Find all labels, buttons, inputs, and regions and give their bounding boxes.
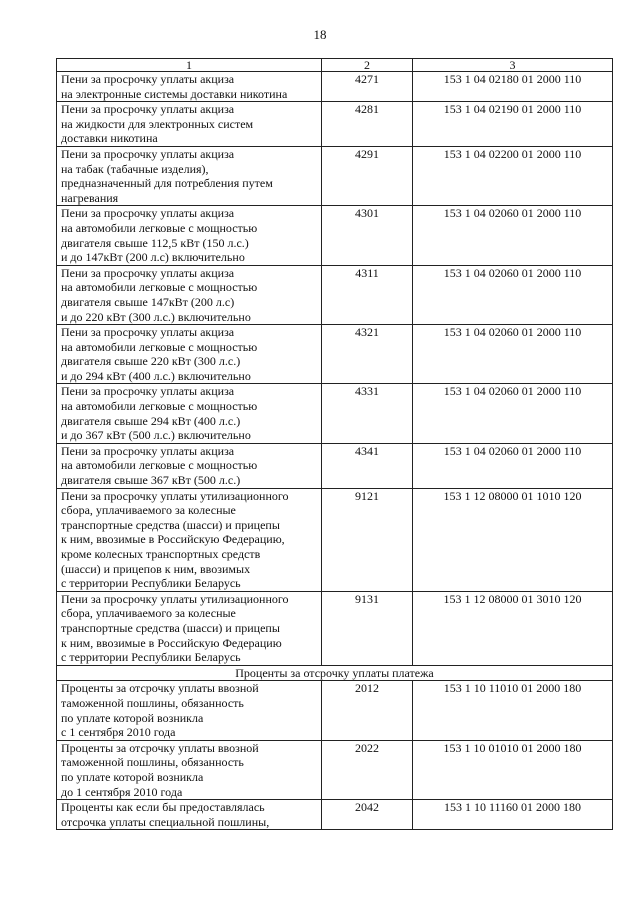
- table-row: [57, 443, 613, 488]
- payment-description: [57, 102, 322, 147]
- description-line: таможенной пошлины, обязанность: [61, 755, 244, 770]
- column-header: 1: [57, 59, 322, 72]
- description-line: по уплате которой возникла: [61, 769, 204, 784]
- section-title: Проценты за отсрочку уплаты платежа: [57, 665, 613, 681]
- budget-classification-code: 153 1 04 02060 01 2000 110: [413, 384, 613, 443]
- table-header-row: [57, 59, 613, 72]
- description-line: Проценты как если бы предоставлялась: [61, 800, 265, 815]
- table-row: [57, 740, 613, 799]
- payment-code: 4341: [322, 443, 413, 488]
- column-header: 2: [322, 59, 413, 72]
- description-line: и до 294 кВт (400 л.с.) включительно: [61, 368, 251, 383]
- budget-classification-code: 153 1 04 02190 01 2000 110: [413, 102, 613, 147]
- payment-code: 9121: [322, 488, 413, 591]
- description-line: по уплате которой возникла: [61, 710, 204, 725]
- description-line: отсрочка уплаты специальной пошлины,: [61, 814, 270, 829]
- description-line: транспортные средства (шасси) и прицепы: [61, 517, 280, 532]
- description-line: на автомобили легковые с мощностью: [61, 280, 258, 295]
- payment-code: 4331: [322, 384, 413, 443]
- payment-code: 4271: [322, 72, 413, 102]
- description-line: Пени за просрочку уплаты акциза: [61, 102, 235, 117]
- payment-description: [57, 384, 322, 443]
- description-line: на электронные системы доставки никотина: [61, 86, 288, 101]
- description-line: Пени за просрочку уплаты акциза: [61, 265, 235, 280]
- payment-description: [57, 325, 322, 384]
- description-line: и до 147кВт (200 л.с) включительно: [61, 250, 245, 265]
- payment-description: [57, 265, 322, 324]
- description-line: двигателя свыше 367 кВт (500 л.с.): [61, 473, 241, 488]
- description-line: Пени за просрочку уплаты утилизационного: [61, 488, 289, 503]
- payment-code: 4321: [322, 325, 413, 384]
- table-row: [57, 72, 613, 102]
- payment-description: [57, 488, 322, 591]
- table-row: [57, 265, 613, 324]
- table-row: [57, 384, 613, 443]
- description-line: на автомобили легковые с мощностью: [61, 339, 258, 354]
- description-line: Пени за просрочку уплаты акциза: [61, 443, 235, 458]
- description-line: двигателя свыше 112,5 кВт (150 л.с.): [61, 235, 249, 250]
- description-line: двигателя свыше 220 кВт (300 л.с.): [61, 354, 241, 369]
- budget-classification-code: 153 1 04 02060 01 2000 110: [413, 265, 613, 324]
- description-line: на автомобили легковые с мощностью: [61, 458, 258, 473]
- budget-classification-code: 153 1 04 02060 01 2000 110: [413, 206, 613, 265]
- description-line: с 1 сентября 2010 года: [61, 725, 176, 740]
- description-line: двигателя свыше 294 кВт (400 л.с.): [61, 413, 241, 428]
- budget-classification-code: 153 1 12 08000 01 1010 120: [413, 488, 613, 591]
- description-line: с территории Республики Беларусь: [61, 576, 241, 591]
- table-row: [57, 206, 613, 265]
- table-row: [57, 102, 613, 147]
- table-row: [57, 591, 613, 665]
- payment-code: 4311: [322, 265, 413, 324]
- budget-classification-code: 153 1 04 02060 01 2000 110: [413, 325, 613, 384]
- budget-classification-code: 153 1 04 02060 01 2000 110: [413, 443, 613, 488]
- payment-description: [57, 72, 322, 102]
- description-line: Пени за просрочку уплаты акциза: [61, 384, 235, 399]
- description-line: на автомобили легковые с мощностью: [61, 399, 258, 414]
- payment-code: 2012: [322, 681, 413, 740]
- table-row: [57, 800, 613, 830]
- payment-description: [57, 740, 322, 799]
- table-row: [57, 488, 613, 591]
- budget-classification-code: 153 1 10 11010 01 2000 180: [413, 681, 613, 740]
- description-line: на автомобили легковые с мощностью: [61, 220, 258, 235]
- page-number: 18: [313, 27, 327, 42]
- payment-code: 9131: [322, 591, 413, 665]
- column-header: 3: [413, 59, 613, 72]
- payment-code: 2022: [322, 740, 413, 799]
- description-line: кроме колесных транспортных средств: [61, 547, 261, 561]
- payment-code: 4281: [322, 102, 413, 147]
- description-line: Пени за просрочку уплаты акциза: [61, 206, 235, 221]
- payment-description: [57, 591, 322, 665]
- description-line: Пени за просрочку уплаты акциза: [61, 72, 235, 86]
- description-line: Пени за просрочку уплаты утилизационного: [61, 591, 289, 606]
- budget-classification-code: 153 1 04 02180 01 2000 110: [413, 72, 613, 102]
- description-line: к ним, ввозимые в Российскую Федерацию,: [61, 532, 285, 547]
- payment-description: [57, 206, 322, 265]
- description-line: сбора, уплачиваемого за колесные: [61, 503, 236, 518]
- payment-description: [57, 800, 322, 830]
- table-row: [57, 146, 613, 205]
- description-line: сбора, уплачиваемого за колесные: [61, 606, 236, 621]
- payment-description: [57, 146, 322, 205]
- description-line: (шасси) и прицепов к ним, ввозимых: [61, 561, 251, 576]
- description-line: с территории Республики Беларусь: [61, 650, 241, 665]
- description-line: Проценты за отсрочку уплаты ввозной: [61, 681, 259, 696]
- budget-classification-code: 153 1 10 11160 01 2000 180: [413, 800, 613, 830]
- description-line: таможенной пошлины, обязанность: [61, 695, 244, 710]
- description-line: двигателя свыше 147кВт (200 л.с): [61, 294, 235, 309]
- section-row: [57, 665, 613, 681]
- table-body: [57, 72, 613, 830]
- description-line: до 1 сентября 2010 года: [61, 784, 183, 799]
- description-line: на табак (табачные изделия),: [61, 161, 209, 176]
- table-row: [57, 325, 613, 384]
- payment-code: 4301: [322, 206, 413, 265]
- payment-description: [57, 443, 322, 488]
- description-line: нагревания: [61, 190, 119, 205]
- description-line: Проценты за отсрочку уплаты ввозной: [61, 740, 259, 755]
- description-line: к ним, ввозимые в Российскую Федерацию: [61, 635, 282, 650]
- budget-classification-table: [56, 58, 613, 830]
- description-line: на жидкости для электронных систем: [61, 116, 254, 131]
- description-line: и до 367 кВт (500 л.с.) включительно: [61, 428, 251, 443]
- payment-code: 4291: [322, 146, 413, 205]
- description-line: и до 220 кВт (300 л.с.) включительно: [61, 309, 251, 324]
- budget-classification-code: 153 1 12 08000 01 3010 120: [413, 591, 613, 665]
- description-line: Пени за просрочку уплаты акциза: [61, 325, 235, 340]
- budget-classification-code: 153 1 10 01010 01 2000 180: [413, 740, 613, 799]
- description-line: Пени за просрочку уплаты акциза: [61, 146, 235, 161]
- payment-code: 2042: [322, 800, 413, 830]
- budget-classification-code: 153 1 04 02200 01 2000 110: [413, 146, 613, 205]
- table-row: [57, 681, 613, 740]
- payment-description: [57, 681, 322, 740]
- description-line: предназначенный для потребления путем: [61, 176, 273, 191]
- description-line: транспортные средства (шасси) и прицепы: [61, 620, 280, 635]
- description-line: доставки никотина: [61, 131, 158, 146]
